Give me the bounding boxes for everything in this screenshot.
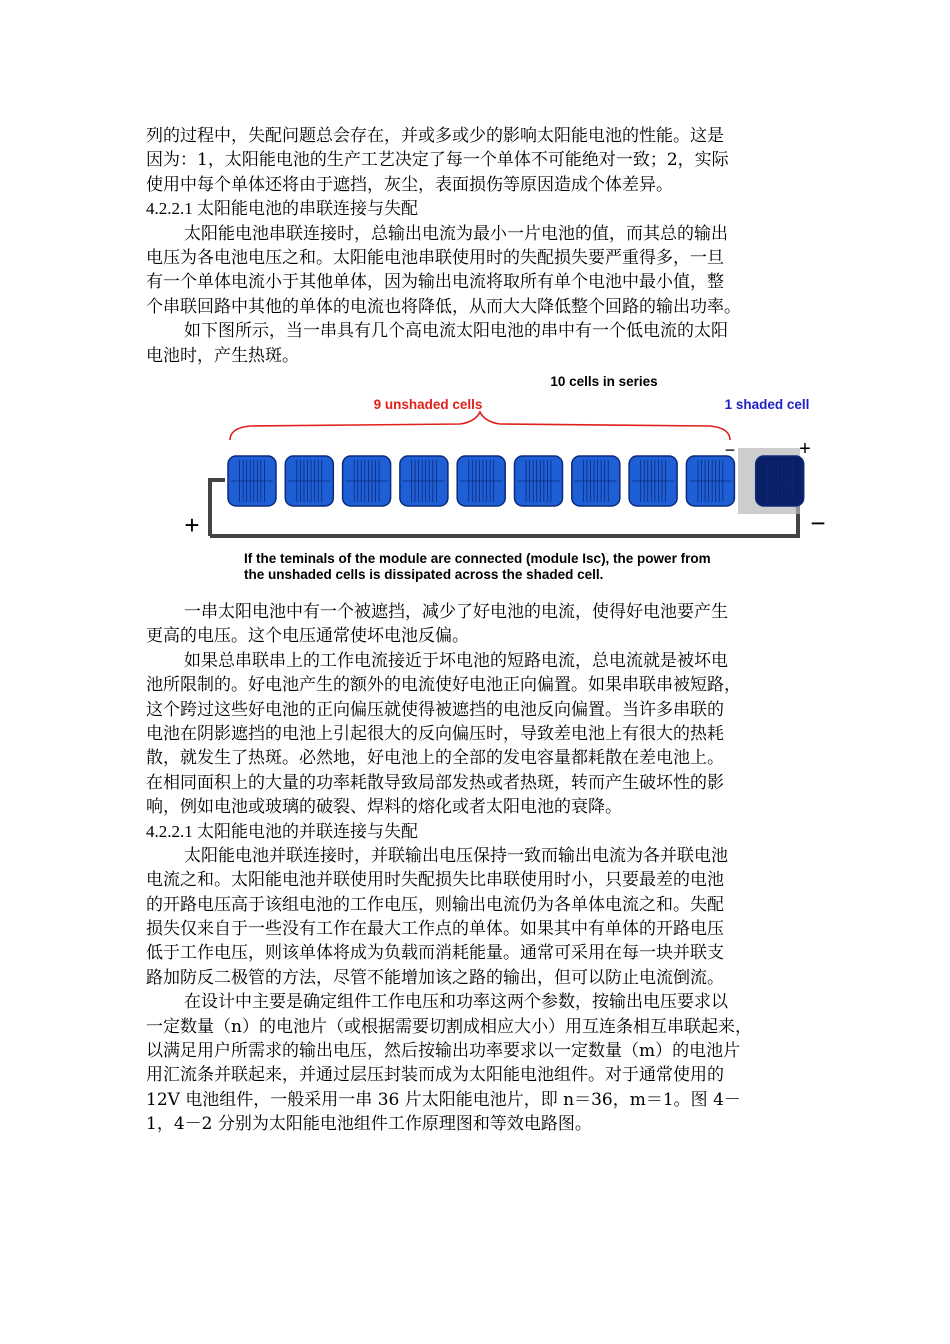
section-heading-series: 4.2.2.1 太阳能电池的串联连接与失配: [146, 199, 418, 219]
unshaded-cell: [686, 456, 734, 506]
shaded-label: 1 shaded cell: [724, 397, 810, 412]
right-minus-sign: −: [810, 508, 826, 538]
text-line: 电压为各电池电压之和。太阳能电池串联使用时的失配损失要严重得多，一旦: [146, 247, 724, 268]
text-line: 太阳能电池并联连接时，并联输出电压保持一致而输出电流为各并联电池: [184, 845, 728, 866]
text-line: 太阳能电池串联连接时，总输出电流为最小一片电池的值，而其总的输出: [184, 223, 728, 244]
text-line: 以满足用户所需求的输出电压，然后按输出功率要求以一定数量（m）的电池片: [146, 1041, 741, 1062]
text-line: 的开路电压高于该组电池的工作电压，则输出电流仍为各单体电流之和。失配: [146, 894, 724, 915]
lower-text: [146, 600, 806, 1137]
text-line: 用汇流条并联起来，并通过层压封装而成为太阳能电池组件。对于通常使用的: [146, 1065, 724, 1086]
text-line: 更高的电压。这个电压通常使坏电池反偏。: [146, 626, 469, 647]
text-line: 个串联回路中其他的单体的电流也将降低，从而大大降低整个回路的输出功率。: [146, 296, 741, 317]
text-line: 因为：1，太阳能电池的生产工艺决定了每一个单体不可能绝对一致；2，实际: [146, 150, 729, 171]
left-plus-sign: +: [184, 510, 200, 540]
figure-caption-line-2: the unshaded cells is dissipated across the shaded cell.: [244, 567, 604, 582]
text-line: 池所限制的。好电池产生的额外的电流使好电池正向偏置。如果串联串被短路，: [146, 675, 741, 696]
text-line: 一定数量（n）的电池片（或根据需要切割成相应大小）用互连条相互串联起来，: [146, 1016, 752, 1037]
text-line: 损失仅来自于一些没有工作在最大工作点的单体。如果其中有单体的开路电压: [146, 919, 724, 940]
shaded-plus-sign: +: [799, 438, 811, 460]
text-line: 如果总串联串上的工作电流接近于坏电池的短路电流，总电流就是被坏电: [184, 650, 728, 671]
text-line: 有一个单体电流小于其他单体，因为输出电流将取所有单个电池中最小值，整: [146, 272, 724, 293]
shaded-cell: [756, 456, 804, 506]
unshaded-cell: [343, 456, 391, 506]
series-cells-figure: [170, 370, 840, 590]
text-line: 这个跨过这些好电池的正向偏压就使得被遮挡的电池反向偏置。当许多串联的: [146, 699, 724, 720]
text-line: 响，例如电池或玻璃的破裂、焊料的熔化或者太阳电池的衰降。: [146, 797, 622, 818]
text-line: 一串太阳电池中有一个被遮挡，减少了好电池的电流，使得好电池要产生: [184, 602, 728, 622]
text-line: 电池在阴影遮挡的电池上引起很大的反向偏压时，导致差电池上有很大的热耗: [146, 723, 724, 744]
unshaded-cell: [572, 456, 620, 506]
text-line: 路加防反二极管的方法，尽管不能增加该之路的输出，但可以防止电流倒流。: [146, 967, 724, 988]
shaded-minus-sign: −: [724, 440, 736, 460]
text-line: 低于工作电压，则该单体将成为负载而消耗能量。通常可采用在每一块并联支: [146, 943, 724, 964]
cells-group: [228, 456, 804, 506]
series-cells-diagram: [170, 370, 840, 590]
text-line: 电池时，产生热斑。: [146, 345, 299, 366]
unshaded-cell: [285, 456, 333, 506]
text-line: 使用中每个单体还将由于遮挡，灰尘，表面损伤等原因造成个体差异。: [146, 174, 673, 195]
unshaded-cell: [228, 456, 276, 506]
text-line: 1，4－2 分别为太阳能电池组件工作原理图和等效电路图。: [146, 1114, 592, 1135]
figure-caption-line-1: If the teminals of the module are connected (module Isc), the power from: [244, 551, 711, 566]
unshaded-cell: [515, 456, 563, 506]
unshaded-cell: [629, 456, 677, 506]
section-heading-parallel: 4.2.2.1 太阳能电池的并联连接与失配: [146, 821, 418, 841]
unshaded-label: 9 unshaded cells: [373, 397, 483, 412]
text-line: 在相同面积上的大量的功率耗散导致局部发热或者热斑，转而产生破坏性的影: [146, 772, 724, 793]
unshaded-brace: [230, 412, 730, 440]
top-paragraph: [146, 124, 806, 368]
unshaded-cell: [400, 456, 448, 506]
figure-title: 10 cells in series: [550, 374, 658, 389]
text-line: 在设计中主要是确定组件工作电压和功率这两个参数，按输出电压要求以: [184, 992, 728, 1013]
text-line: 列的过程中，失配问题总会存在，并或多或少的影响太阳能电池的性能。这是: [146, 126, 724, 146]
text-line: 电流之和。太阳能电池并联使用时失配损失比串联使用时小，只要最差的电池: [146, 870, 724, 891]
unshaded-cell: [457, 456, 505, 506]
text-line: 散，就发生了热斑。必然地，好电池上的全部的发电容量都耗散在差电池上。: [146, 748, 724, 769]
text-line: 如下图所示，当一串具有几个高电流太阳电池的串中有一个低电流的太阳: [184, 321, 728, 342]
text-line: 12V 电池组件，一般采用一串 36 片太阳能电池片，即 n＝36，m＝1。图 4－: [146, 1089, 741, 1110]
